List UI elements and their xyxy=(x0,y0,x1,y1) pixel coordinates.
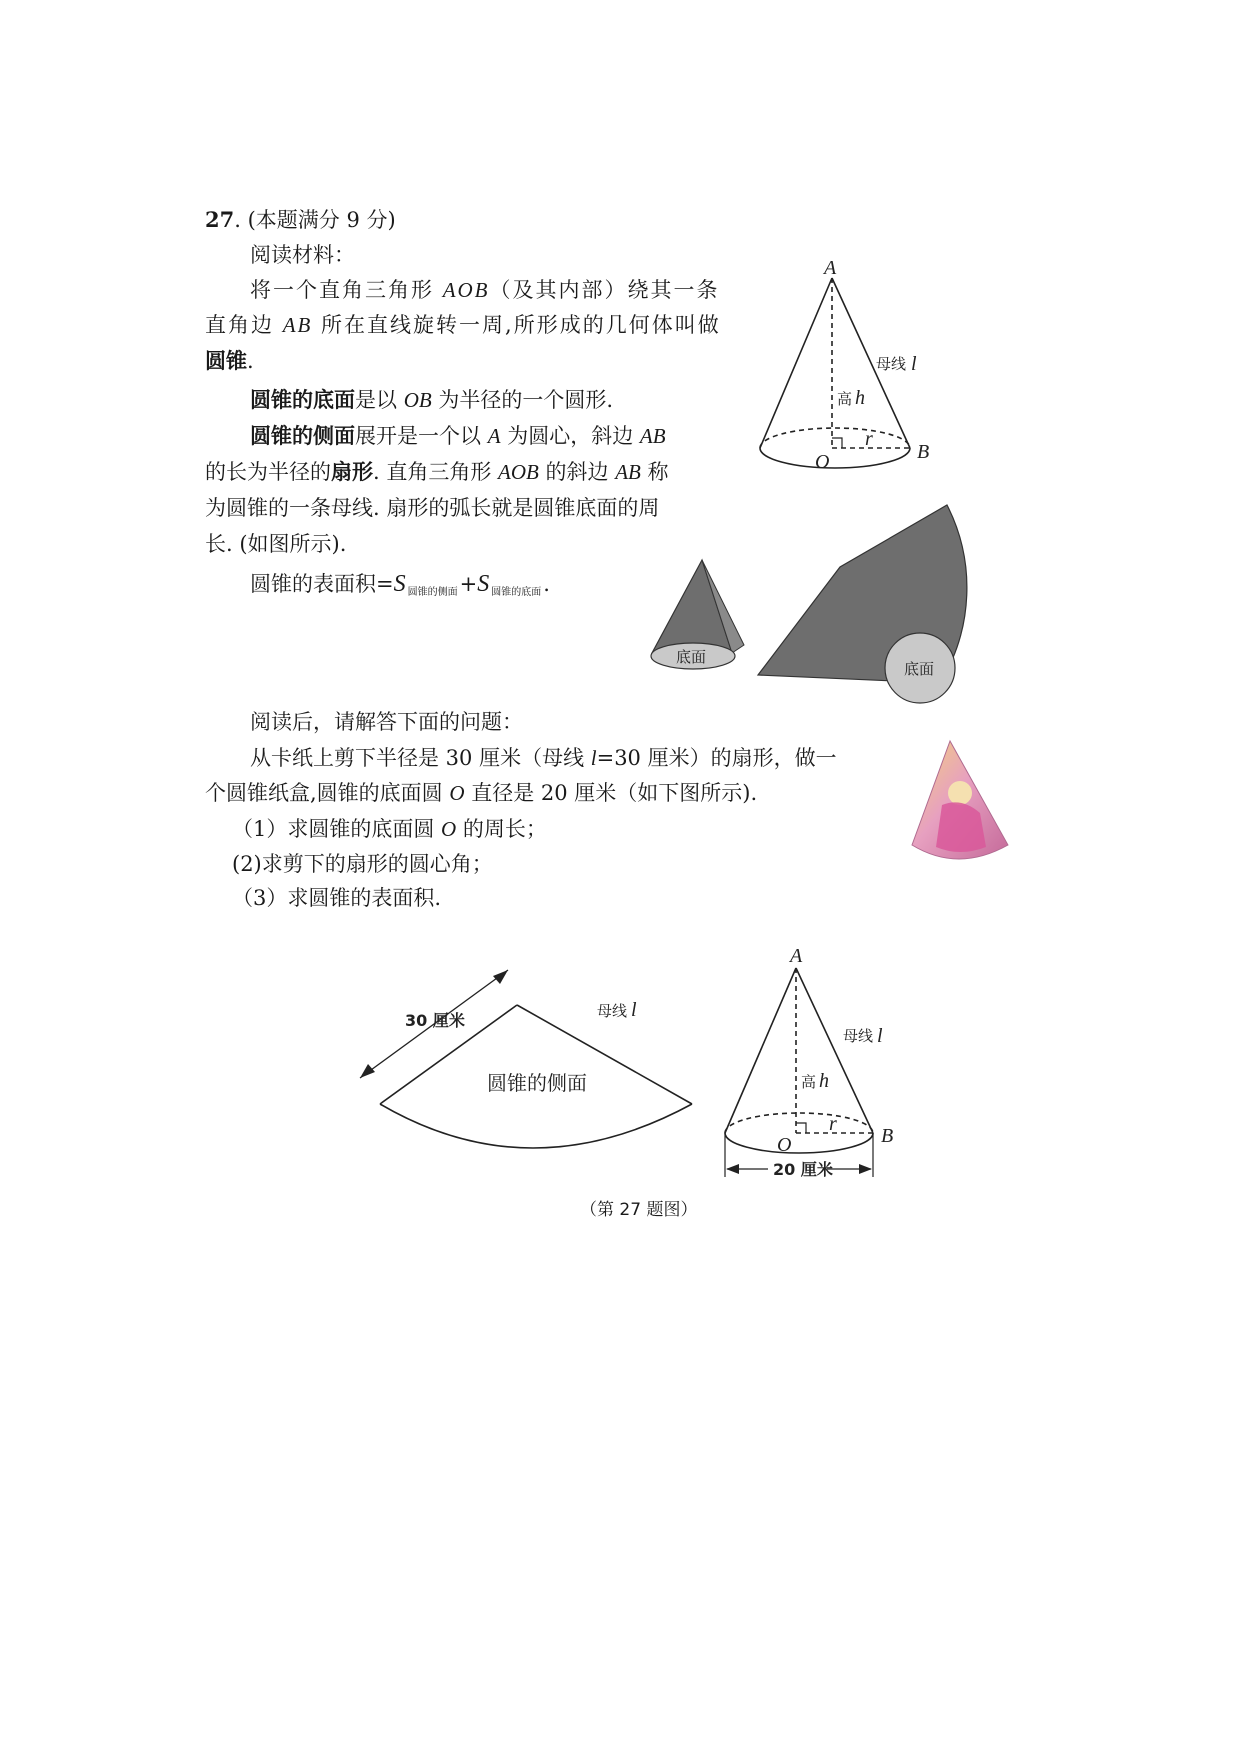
cone2-label-O: O xyxy=(777,1134,792,1156)
cone2-generatrix-cn: 母线 xyxy=(843,1027,874,1045)
base-circle-label: 底面 xyxy=(904,660,935,678)
questions-intro: 阅读后，请解答下面的问题： xyxy=(250,710,523,734)
cone2-label-r: r xyxy=(829,1113,837,1135)
reading-p3-line1: 圆锥的侧面展开是一个以 A 为圆心，斜边 AB xyxy=(250,423,666,448)
cone-diagram-top xyxy=(735,257,955,473)
sector-generatrix-cn: 母线 xyxy=(597,1002,628,1020)
cone2-generatrix xyxy=(796,968,873,1133)
reading-p3-line3: 为圆锥的一条母线. 扇形的弧长就是圆锥底面的周 xyxy=(205,496,660,520)
figure-caption: （第 27 题图） xyxy=(580,1200,698,1220)
reading-p1-line3: 圆锥. xyxy=(205,348,254,373)
label-r: r xyxy=(865,428,873,450)
cone2-base-front xyxy=(725,1133,873,1153)
surface-area-formula: 圆锥的表面积=S $_{圆锥的侧面}$+S $_{圆锥的底面}$. xyxy=(250,571,550,598)
sector-arc xyxy=(380,1104,692,1148)
question-stem-line1: 从卡纸上剪下半径是 30 厘米（母线 l=30 厘米）的扇形，做一 xyxy=(250,746,837,770)
question-1: （1）求圆锥的底面圆 O 的周长； xyxy=(232,817,547,841)
question-stem-line2: 个圆锥纸盒,圆锥的底面圆 O 直径是 20 厘米（如下图所示). xyxy=(205,781,758,805)
question-3: （3）求圆锥的表面积. xyxy=(232,886,442,910)
radius-label: 30 厘米 xyxy=(405,1011,465,1030)
cone2-label-B: B xyxy=(881,1125,894,1147)
sector-diagram xyxy=(355,950,695,1210)
label-generatrix-cn: 母线 xyxy=(876,355,907,373)
cone2-label-l: l xyxy=(877,1025,883,1047)
reading-title: 阅读材料： xyxy=(250,243,355,267)
reading-p1-line2: 直角边 AB 所在直线旋转一周,所形成的几何体叫做 xyxy=(205,313,721,337)
label-B: B xyxy=(917,441,930,463)
sector-label-l: l xyxy=(631,999,637,1021)
arrow-head-top xyxy=(493,970,508,984)
question-number: 27 xyxy=(205,207,235,232)
cone2-height-cn: 高 xyxy=(801,1073,817,1091)
party-hat-photo xyxy=(900,735,1020,875)
reading-p2: 圆锥的底面是以 OB 为半径的一个圆形. xyxy=(250,387,614,412)
arrow-head-bottom xyxy=(360,1064,375,1078)
cone2-label-h: h xyxy=(819,1070,829,1092)
cone-diagram-bottom xyxy=(715,940,945,1190)
cone2-left-edge xyxy=(725,968,796,1133)
cone2-right-angle xyxy=(796,1123,806,1133)
label-l: l xyxy=(911,353,917,375)
label-height-cn: 高 xyxy=(837,390,853,408)
diameter-label: 20 厘米 xyxy=(773,1160,833,1179)
question-header: 27. (本题满分 9 分) xyxy=(205,207,396,232)
question-2: (2)求剪下的扇形的圆心角； xyxy=(232,852,493,876)
right-angle-mark xyxy=(832,438,842,448)
cone-base-front xyxy=(760,448,910,468)
cone2-label-A: A xyxy=(790,945,803,967)
label-A: A xyxy=(824,257,837,279)
small-base-label: 底面 xyxy=(676,648,707,666)
score-note: (本题满分 9 分) xyxy=(247,208,396,232)
cone-left-edge xyxy=(760,278,832,448)
reading-p1-line1: 将一个直角三角形 AOB（及其内部）绕其一条 xyxy=(250,278,720,302)
reading-p3-line4: 长. (如图所示). xyxy=(205,532,347,556)
small-cone-3d xyxy=(651,560,744,669)
reading-p3-line2: 的长为半径的扇形. 直角三角形 AOB 的斜边 AB 称 xyxy=(205,459,669,484)
label-h: h xyxy=(855,387,865,409)
cone-unfold-figure xyxy=(640,505,980,705)
sector-center-label: 圆锥的侧面 xyxy=(487,1071,587,1095)
label-O: O xyxy=(815,451,830,473)
